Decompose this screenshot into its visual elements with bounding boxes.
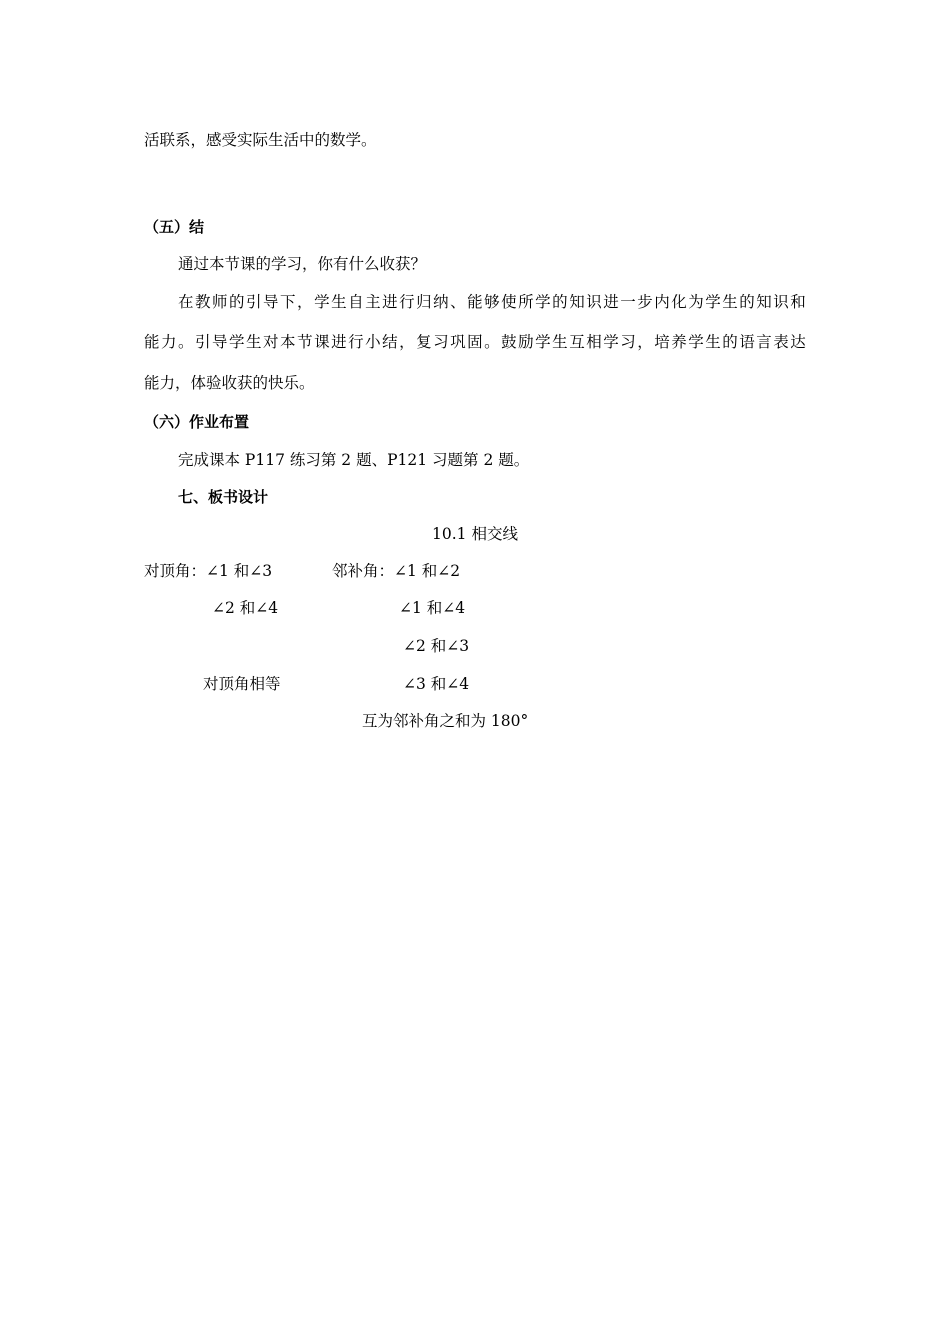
board-vertical-conclusion: 对顶角相等 bbox=[203, 675, 281, 693]
board-adjacent-angles-label: 邻补角：∠1 和∠2 bbox=[332, 562, 461, 580]
board-vertical-pair-2: ∠2 和∠4 bbox=[212, 599, 279, 617]
section-5-paragraph-line-3: 能力，体验收获的快乐。 bbox=[144, 374, 315, 392]
board-vertical-angles-label: 对顶角：∠1 和∠3 bbox=[144, 562, 273, 580]
paragraph-continuation: 活联系，感受实际生活中的数学。 bbox=[144, 131, 377, 149]
board-adjacent-pair-4: ∠3 和∠4 bbox=[403, 675, 470, 693]
section-5-question: 通过本节课的学习，你有什么收获？ bbox=[178, 255, 427, 273]
section-5-paragraph-line-1: 在教师的引导下，学生自主进行归纳、能够使所学的知识进一步内化为学生的知识和 bbox=[178, 293, 806, 311]
board-title: 10.1 相交线 bbox=[432, 525, 518, 543]
board-adjacent-pair-2: ∠1 和∠4 bbox=[399, 599, 466, 617]
board-adjacent-pair-3: ∠2 和∠3 bbox=[403, 637, 470, 655]
section-5-paragraph-line-2: 能力。引导学生对本节课进行小结，复习巩固。鼓励学生互相学习，培养学生的语言表达 bbox=[144, 333, 806, 351]
board-adjacent-conclusion: 互为邻补角之和为 180° bbox=[362, 712, 529, 730]
section-6-heading: （六）作业布置 bbox=[144, 413, 250, 431]
section-7-heading: 七、板书设计 bbox=[178, 488, 269, 506]
section-6-homework: 完成课本 P117 练习第 2 题、P121 习题第 2 题。 bbox=[178, 451, 530, 469]
section-5-heading: （五）结 bbox=[144, 218, 205, 236]
